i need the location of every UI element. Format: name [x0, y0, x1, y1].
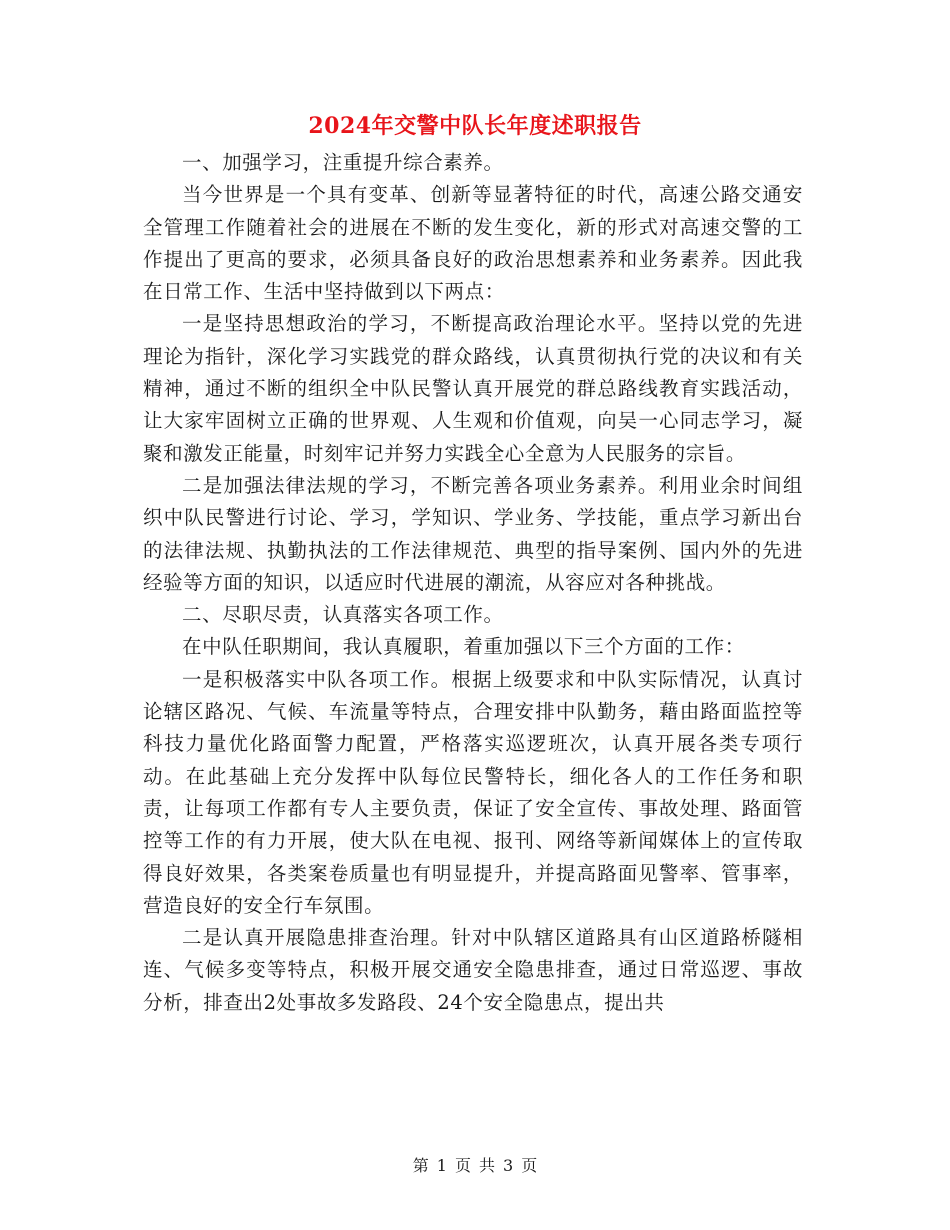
footer-page-word: 页	[454, 1156, 471, 1175]
footer-suffix: 页	[521, 1156, 538, 1175]
paragraph: 当今世界是一个具有变革、创新等显著特征的时代，高速公路交通安全管理工作随着社会的进展在不断的发生变化，新的形式对高速交警的工作提出了更高的要求，必须具备良好的政治思想素养和业务素养。因此我在日常工作、生活中坚持做到以下两点：	[143, 183, 803, 304]
page-number: 1	[436, 1156, 447, 1175]
total-pages: 3	[503, 1156, 514, 1175]
document-body	[143, 147, 803, 1019]
paragraph-heading-2: 二、尽职尽责，认真落实各项工作。	[182, 603, 504, 627]
paragraph: 在中队任职期间，我认真履职，着重加强以下三个方面的工作：	[182, 635, 745, 659]
paragraph: 二是认真开展隐患排查治理。针对中队辖区道路具有山区道路桥隧相连、气候多变等特点，积极开展交通安全隐患排查，通过日常巡逻、事故分析，排查出2处事故多发路段、24个安全隐患点，提出共	[143, 926, 803, 1014]
paragraph: 一是坚持思想政治的学习，不断提高政治理论水平。坚持以党的先进理论为指针，深化学习实践党的群众路线，认真贯彻执行党的决议和有关精神，通过不断的组织全中队民警认真开展党的群总路线教育实践活动，让大家牢固树立正确的世界观、人生观和价值观，向吴一心同志学习，凝聚和激发正能量，时刻牢记并努力实践全心全意为人民服务的宗旨。	[143, 312, 803, 465]
paragraph: 二是加强法律法规的学习，不断完善各项业务素养。利用业余时间组织中队民警进行讨论、学习，学知识、学业务、学技能，重点学习新出台的法律法规、执勤执法的工作法律规范、典型的指导案例、国内外的先进经验等方面的知识，以适应时代进展的潮流，从容应对各种挑战。	[143, 473, 803, 594]
footer-prefix: 第	[412, 1156, 429, 1175]
page-footer	[0, 1155, 950, 1177]
document-title: 2024年交警中队长年度述职报告	[308, 113, 642, 139]
paragraph: 一是积极落实中队各项工作。根据上级要求和中队实际情况，认真讨论辖区路况、气候、车流量等特点，合理安排中队勤务，藉由路面监控等科技力量优化路面警力配置，严格落实巡逻班次，认真开展各类专项行动。在此基础上充分发挥中队每位民警特长，细化各人的工作任务和职责，让每项工作都有专人主要负责，保证了安全宣传、事故处理、路面管控等工作的有力开展，使大队在电视、报刊、网络等新闻媒体上的宣传取得良好效果，各类案卷质量也有明显提升，并提高路面见警率、管事率，营造良好的安全行车氛围。	[143, 667, 803, 917]
paragraph-heading-1: 一、加强学习，注重提升综合素养。	[182, 151, 504, 174]
footer-total-word: 共	[479, 1156, 496, 1175]
